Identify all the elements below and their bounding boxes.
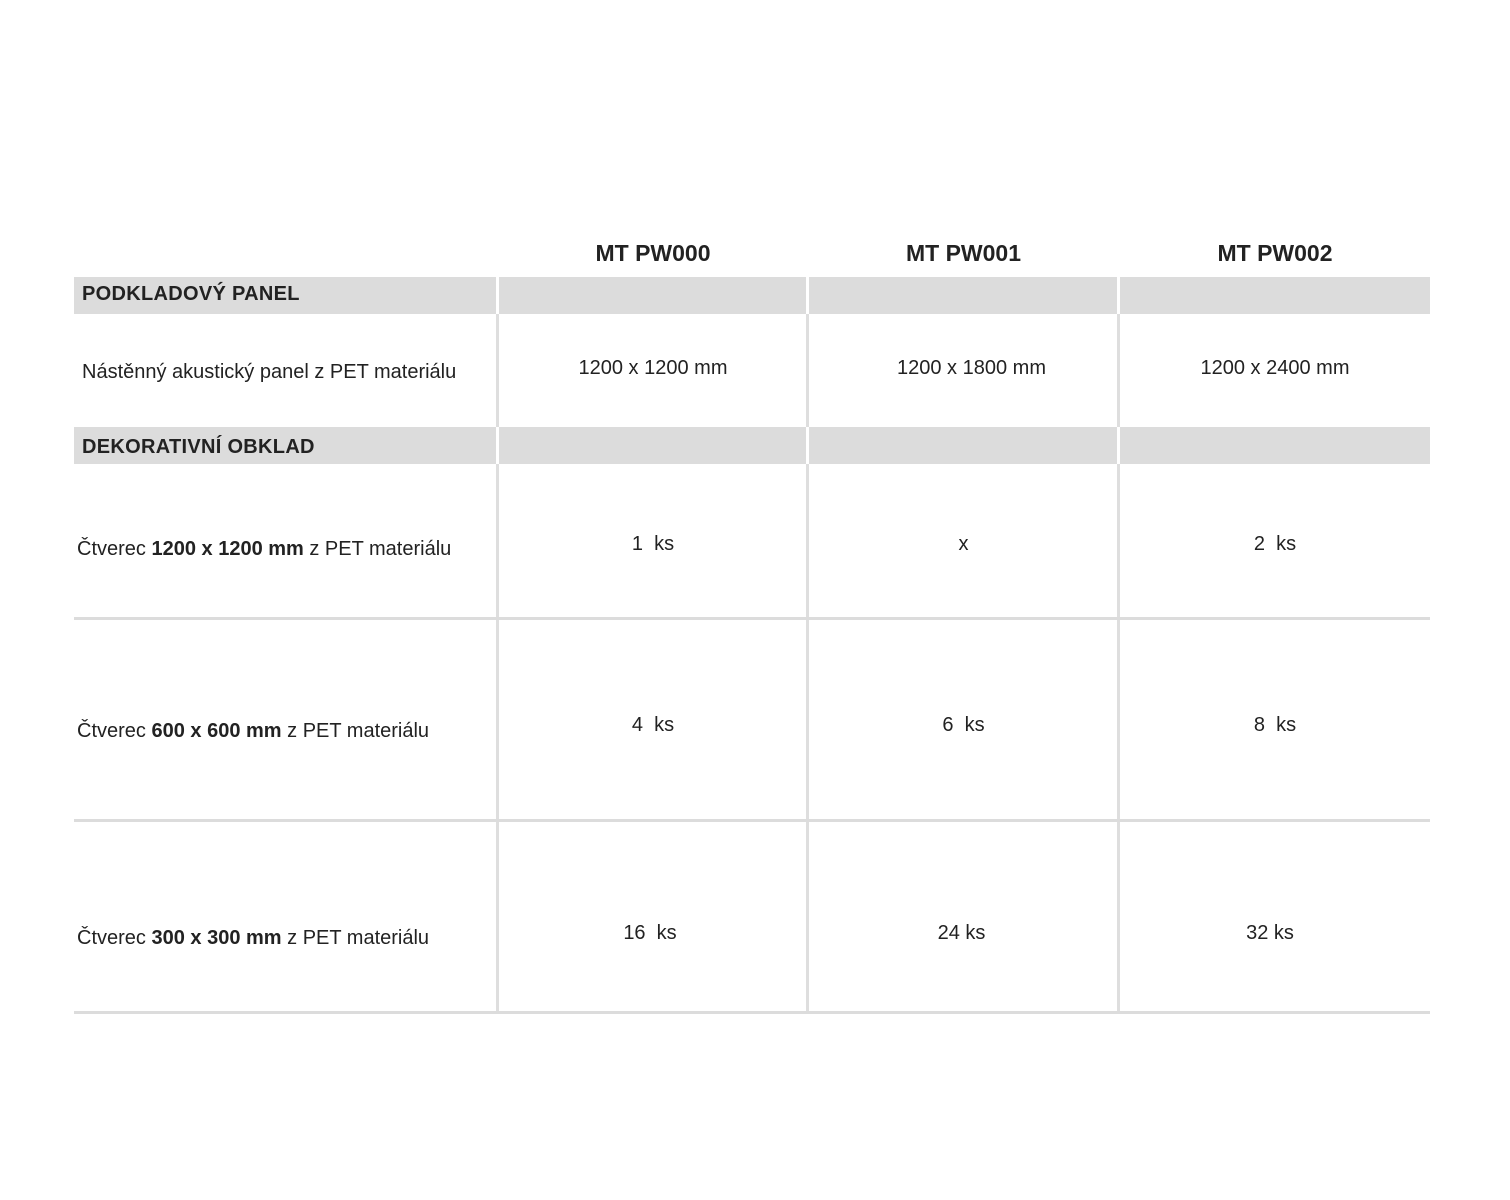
row-divider — [74, 617, 1430, 620]
row-label-square-300 — [77, 927, 429, 950]
column-header-mt-pw001: MT PW001 — [905, 240, 1022, 266]
row-divider — [74, 1011, 1430, 1014]
row-label-size: 1200 x 1200 mm — [151, 538, 304, 560]
row-label-suffix: z PET materiálu — [303, 538, 452, 560]
table-cell: 24 ks — [937, 922, 986, 944]
row-label-wall-panel: Nástěnný akustický panel z PET materiálu — [82, 361, 457, 383]
table-cell: 4 ks — [631, 714, 675, 736]
row-label-suffix: z PET materiálu — [281, 927, 430, 949]
row-label-prefix: Čtverec — [77, 538, 152, 560]
row-label-suffix: z PET materiálu — [281, 720, 430, 742]
table-cell: 1 ks — [631, 533, 675, 555]
table-cell: 6 ks — [942, 714, 985, 736]
column-divider — [1117, 464, 1120, 1014]
row-label-size: 300 x 300 mm — [151, 927, 282, 949]
table-cell: 1200 x 1800 mm — [897, 357, 1046, 379]
column-header-mt-pw000: MT PW000 — [595, 240, 711, 266]
table-cell: 1200 x 2400 mm — [1200, 357, 1350, 379]
row-divider — [74, 819, 1430, 822]
column-divider — [496, 314, 499, 427]
table-cell: 1200 x 1200 mm — [578, 357, 728, 379]
row-label-size: 600 x 600 mm — [151, 720, 282, 742]
row-label-prefix: Čtverec — [77, 720, 152, 742]
section-title-podkladovy-panel: PODKLADOVÝ PANEL — [82, 283, 300, 305]
column-header-mt-pw002: MT PW002 — [1217, 240, 1333, 266]
row-label-prefix: Čtverec — [77, 927, 152, 949]
column-divider — [806, 314, 809, 427]
row-label-square-600 — [77, 720, 429, 743]
column-divider — [496, 464, 499, 1014]
table-cell: 32 ks — [1246, 922, 1294, 944]
table-cell: 8 ks — [1253, 714, 1297, 736]
column-divider — [806, 464, 809, 1014]
section-title-dekorativni-obklad: DEKORATIVNÍ OBKLAD — [82, 436, 315, 458]
row-label-square-1200 — [77, 538, 451, 561]
table-cell: 16 ks — [623, 922, 677, 944]
table-cell: 2 ks — [1253, 533, 1297, 555]
table-cell: x — [958, 533, 969, 555]
